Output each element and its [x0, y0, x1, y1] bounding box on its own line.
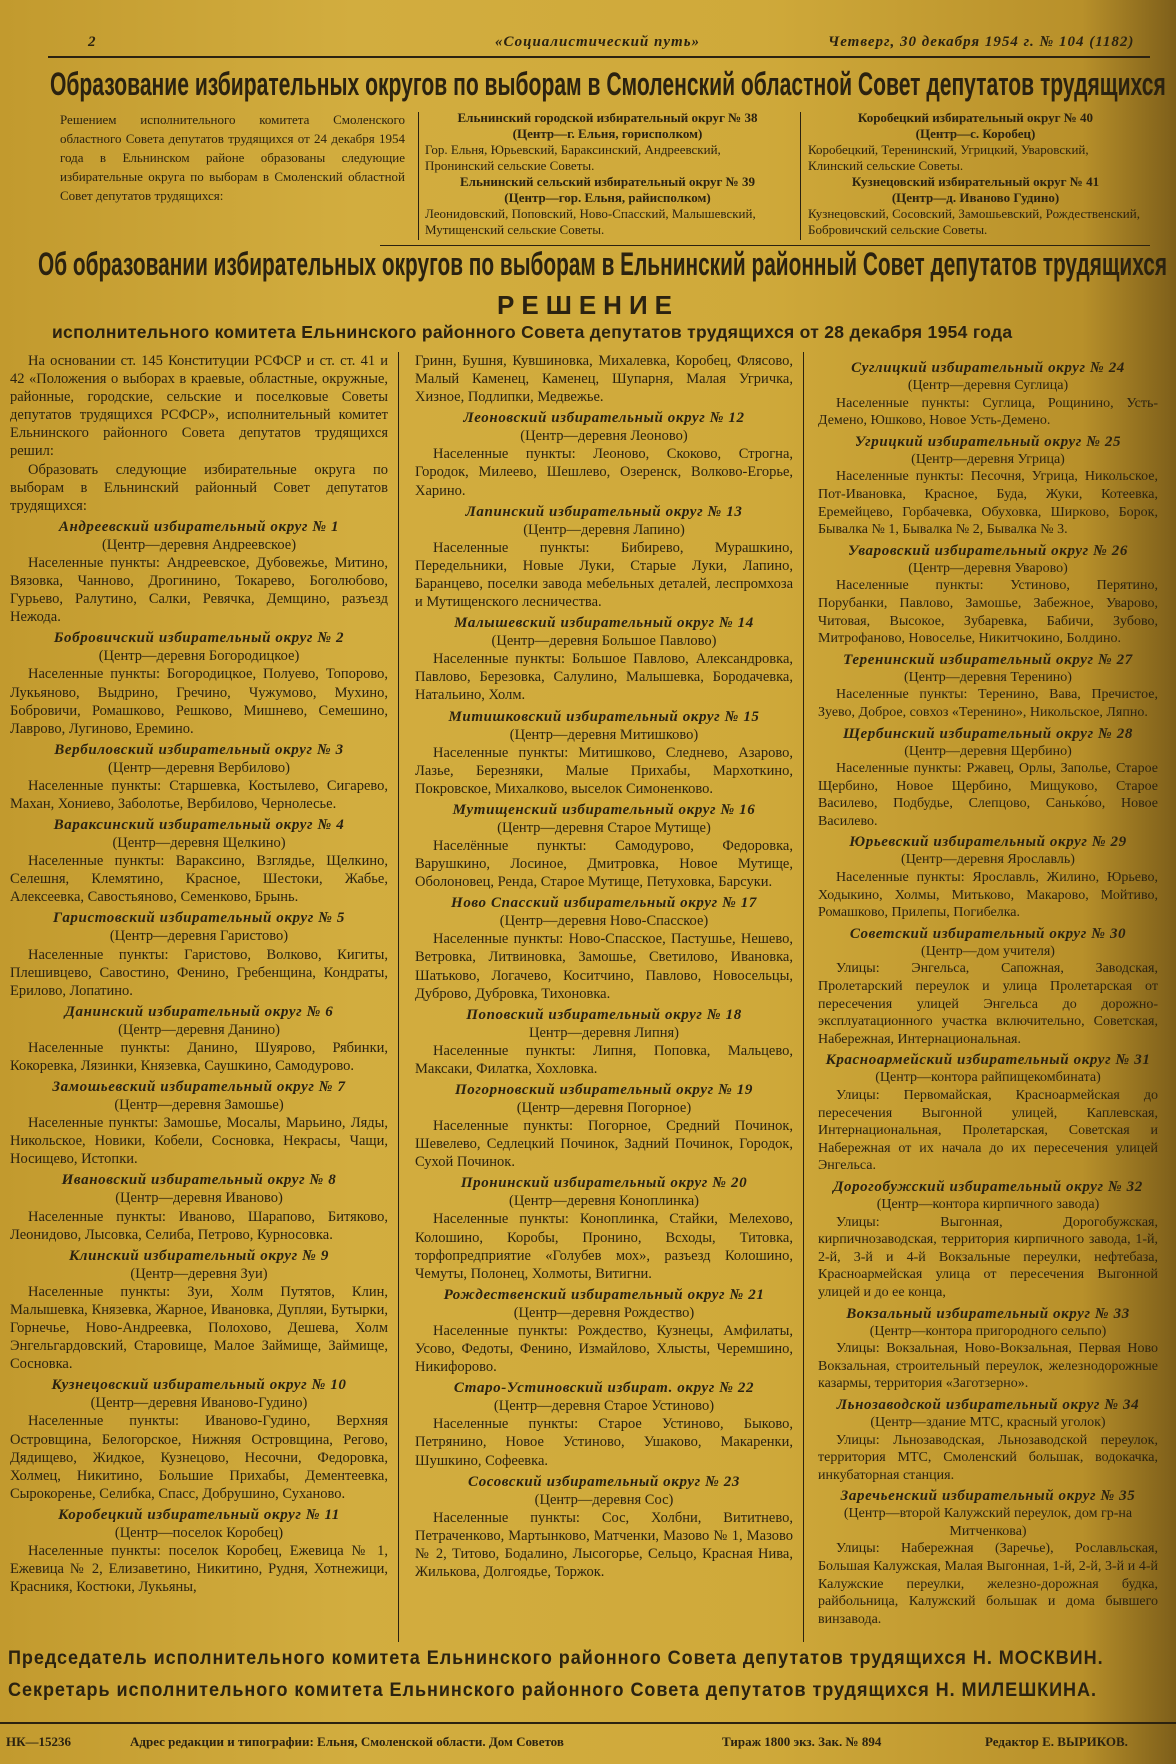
column-divider: [800, 112, 801, 240]
footer-circulation: Тираж 1800 экз. Зак. № 894: [722, 1734, 882, 1749]
district-33: Вокзальный избирательный округ № 33 (Центр—контора пригородного сельпо) Улицы: Вокзальная, Ново-Вокзальная, Первая Ново Вокзальная, строительный переулок, железнодорожные казармы, территория «Заготзерно».: [818, 1305, 1158, 1392]
decision-subtitle: исполнительного комитета Ельнинского районного Совета депутатов трудящихся от 28 декабря 1954 года: [52, 322, 1013, 342]
district-15: Митишковский избирательный округ № 15 (Центр—деревня Митишково) Населенные пункты: Митишково, Следнево, Азарово, Лазье, Березняки, Малые Прихабы, Мархоткино, Покровское, Михалково, выселок Симоненково.: [415, 708, 793, 797]
oblast-title: Образование избирательных округов по выборам в Смоленский областной Совет депутатов трудящихся: [50, 66, 1166, 102]
district-5: Гаристовский избирательный округ № 5 (Центр—деревня Гаристово) Населенные пункты: Гаристово, Волково, Кигиты, Плешивцево, Савостино, Фенино, Гребенщина, Кондраты, Ерилово, Лопатино.: [10, 910, 388, 999]
issue-date: Четверг, 30 декабря 1954 г. № 104 (1182): [828, 34, 1135, 50]
district-11: Коробецкий избирательный округ № 11 (Центр—поселок Коробец) Населенные пункты: поселок Коробец, Ежевица № 1, Ежевица № 2, Елизаветино, Никитино, Рудня, Хотнежици, Красникя, Костюки, Лукьяны,: [10, 1506, 388, 1596]
district-31: Красноармейский избирательный округ № 31 (Центр—контора райпищекомбината) Улицы: Первомайская, Красноармейская до пересечения Выгонной улицей, Каплевская, Интернациональная, Пролетарская, Советская и Набережная от их начала до их пересечения улицей Энгельса.: [818, 1052, 1158, 1174]
district-30: Советский избирательный округ № 30 (Центр—дом учителя) Улицы: Энгельса, Сапожная, Заводская, Пролетарский переулок и улица Пролетарская от пересечения улицей Энгельса до дорожно-эксплуатационного участка включительно, Советская, Набережная, Интернациональная.: [818, 925, 1158, 1047]
district-3: Вербиловский избирательный округ № 3 (Центр—деревня Вербилово) Населенные пункты: Старшевка, Костылево, Сигарево, Махан, Хониево, Заболотье, Вербилово, Чернолесье.: [10, 741, 388, 812]
district-23: Сосовский избирательный округ № 23 (Центр—деревня Сос) Населенные пункты: Сос, Холбни, Вититнево, Петраченково, Мартынково, Матченки, Мазово № 1, Мазово № 2, Титово, Бодалино, Лысогорье, Сельцо, Красная Нива, Жилькова, Долгоядье, Торжок.: [415, 1473, 793, 1580]
column-divider: [803, 352, 804, 1642]
district-1: Андреевский избирательный округ № 1 (Центр—деревня Андреевское) Населенные пункты: Андреевское, Дубовежье, Митино, Вязовка, Чанново, Дрогинино, Токарево, Боголюбово, Гурьево, Ралутино, Салки, Ревячка, Демщино, разъезд Нежода.: [10, 518, 388, 626]
district-26: Уваровский избирательный округ № 26 (Центр—деревня Уварово) Населенные пункты: Устиново, Перятино, Порубанки, Павлово, Замошье, Забежное, Уварово, Читовая, Высокое, Зубаревка, Бабичи, Зубово, Митрофаново, Новоселье, Никитчокино, Болдино.: [818, 542, 1158, 647]
district-8: Ивановский избирательный округ № 8 (Центр—деревня Иваново) Населенные пункты: Иваново, Шарапово, Битяково, Леонидово, Лысовка, Селиба, Петрово, Курносовка.: [10, 1172, 388, 1243]
newspaper-name: «Социалистический путь»: [495, 34, 701, 50]
district-9: Клинский избирательный округ № 9 (Центр—деревня Зуи) Населенные пункты: Зуи, Холм Путятов, Клин, Малышевка, Князевка, Жарное, Ивановка, Дупляи, Бутырки, Горнечье, Ново-Андреевка, Полохово, Дешева, Холм Энгельгардовский, Старовище, Малое Займище, Займище, Сосновка.: [10, 1247, 388, 1373]
district-2: Бобровичский избирательный округ № 2 (Центр—деревня Богородицкое) Населенные пункты: Богородицкое, Полуево, Топорово, Лукьяново, Выдрино, Гречино, Чужумово, Мухино, Бобровичи, Ромашково, Решково, Мишнево, Семешино, Лаврово, Лугиново, Еремино.: [10, 630, 388, 737]
column-divider: [398, 352, 399, 1642]
secretary-signature: Секретарь исполнительного комитета Ельнинского районного Совета депутатов трудящихся Н. МИЛЕШКИНА.: [8, 1680, 1097, 1701]
district-11-continued: Гринн, Бушня, Кувшиновка, Михалевка, Коробец, Флясово, Малый Каменец, Каменец, Шупарня, Малая Угричка, Хизное, Подлипки, Медвежье.: [415, 353, 793, 406]
oblast-district-40: Коробецкий избирательный округ № 40 (Центр—с. Коробец) Коробецкий, Теренинский, Угрицкий, Уваровский, Клинский сельские Советы. Кузнецовский избирательный округ № 41 (Центр—д. Иваново Гудино) Кузнецовский, Сосовский, Замошьевский, Рождественский, Бобровичский сельские Советы.: [808, 110, 1140, 237]
district-19: Погорновский избирательный округ № 19 (Центр—деревня Погорное) Населенные пункты: Погорное, Средний Починок, Шевелево, Седлецкий Починок, Задний Починок, Городок, Сухой Починок.: [415, 1082, 793, 1171]
district-17: Ново Спасский избирательный округ № 17 (Центр—деревня Ново-Спасское) Населенные пункты: Ново-Спасское, Пастушье, Нешево, Ветровка, Литвиновка, Замошье, Светилово, Ивановка, Шатьково, Логачево, Коситчино, Павлово, Новосельцы, Дуброво, Дубровка, Тихоновка.: [415, 895, 793, 1002]
district-18: Поповский избирательный округ № 18 Центр—деревня Липня) Населенные пункты: Липня, Поповка, Мальцево, Максаки, Филатка, Хохловка.: [415, 1006, 793, 1077]
footer-editor: Редактор Е. ВЫРИКОВ.: [985, 1734, 1128, 1749]
district-14: Малышевский избирательный округ № 14 (Центр—деревня Большое Павлово) Населенные пункты: Большое Павлово, Александровка, Павлово, Березовка, Салулино, Малышевка, Бородачевка, Натальино, Холм.: [415, 615, 793, 704]
decision-heading: РЕШЕНИЕ: [497, 290, 679, 320]
column-divider: [418, 112, 419, 240]
district-6: Данинский избирательный округ № 6 (Центр—деревня Данино) Населенные пункты: Данино, Шуярово, Рябинки, Кокоревка, Лязинки, Князевка, Саушкино, Самодурово.: [10, 1003, 388, 1074]
district-13: Лапинский избирательный округ № 13 (Центр—деревня Лапино) Населенные пункты: Бибирево, Мурашкино, Передельники, Новые Луки, Старые Луки, Лапино, Баранцево, поселки завода мебельных деталей, леспромхоза и Мутищенского лесничества.: [415, 503, 793, 611]
column-3: [818, 356, 1158, 1628]
oblast-intro: Решением исполнительного комитета Смоленского областного Совета депутатов трудящихся от 24 декабря 1954 года в Ельнинском районе образованы следующие избирательные округа по выборам в Смоленский областной Совет депутатов трудящихся:: [60, 112, 405, 203]
district-21: Рождественский избирательный округ № 21 (Центр—деревня Рождество) Населенные пункты: Рождество, Кузнецы, Амфилаты, Усово, Федоты, Фенино, Измайлово, Хлысты, Черемшино, Никифорово.: [415, 1286, 793, 1376]
resolve: Образовать следующие избирательные округа по выборам в Ельнинский районный Совет депутатов трудящихся:: [10, 461, 388, 514]
district-20: Пронинский избирательный округ № 20 (Центр—деревня Коноплинка) Населенные пункты: Коноплинка, Стайки, Мелехово, Колошино, Коробы, Пронино, Всходы, Титовка, торфопредприятие «Голубев мох», разъезд Колошино, Чемуты, Полонец, Холмоты, Витигни.: [415, 1175, 793, 1282]
chairman-signature: Председатель исполнительного комитета Ельнинского районного Совета депутатов трудящихся Н. МОСКВИН.: [8, 1648, 1104, 1669]
district-10: Кузнецовский избирательный округ № 10 (Центр—деревня Иваново-Гудино) Населенные пункты: Иваново-Гудино, Верхняя Островщина, Белогорское, Нижняя Островщина, Регово, Дядищево, Жидкое, Кузнецово, Несочни, Федоровка, Холмец, Никитино, Большие Прихабы, Дементеевка, Сырокоренье, Селибка, Спасс, Добрушино, Суханово.: [10, 1377, 388, 1502]
footer-address: Адрес редакции и типографии: Ельня, Смоленской области. Дом Советов: [130, 1734, 564, 1749]
district-32: Дорогобужский избирательный округ № 32 (Центр—контора кирпичного завода) Улицы: Выгонная, Дорогобужская, кирпичнозаводская, территория кирпичного завода, 1-й, 2-й, 3-й и 4-й Вокзальные переулки, нефтебаза, Красноармейская улица от пересечения Выгонной улицей и до ее конца,: [818, 1178, 1158, 1300]
district-22: Старо-Устиновский избират. округ № 22 (Центр—деревня Старое Устиново) Населенные пункты: Старое Устиново, Быково, Петрянино, Новое Устиново, Ушаково, Макаренки, Шушкино, Софеевка.: [415, 1380, 793, 1469]
district-25: Угрицкий избирательный округ № 25 (Центр—деревня Угрица) Населенные пункты: Песочня, Угрица, Никольское, Пот-Ивановка, Красное, Буда, Жуки, Котеевка, Еремейцево, Горбачевка, Обуховка, Ширково, Борок, Бывалка № 1, Бывалка № 2, Бывалка № 3.: [818, 433, 1158, 538]
district-27: Теренинский избирательный округ № 27 (Центр—деревня Теренино) Населенные пункты: Теренино, Вава, Пречистое, Зуево, Доброе, совхоз «Теренино», Никольское, Ляпно.: [818, 651, 1158, 720]
district-7: Замошьевский избирательный округ № 7 (Центр—деревня Замошье) Населенные пункты: Замошье, Мосалы, Марьино, Ляды, Никольское, Новики, Кобели, Сосновка, Некрасы, Чащи, Носищево, Истопки.: [10, 1079, 388, 1168]
district-34: Льнозаводской избирательный округ № 34 (Центр—здание МТС, красный уголок) Улицы: Льнозаводская, Льнозаводской переулок, территория МТС, Смоленский большак, водокачка, инкубаторная станция.: [818, 1396, 1158, 1483]
rayon-title: Об образовании избирательных округов по выборам в Ельнинский районный Совет депутатов трудящихся: [38, 246, 1168, 282]
district-12: Леоновский избирательный округ № 12 (Центр—деревня Леоново) Населенные пункты: Леоново, Скоково, Строгна, Городок, Милеево, Шешлево, Озеренск, Волково-Егорье, Харино.: [415, 410, 793, 499]
column-1: [10, 352, 388, 1596]
district-16: Мутищенский избирательный округ № 16 (Центр—деревня Старое Мутище) Населённые пункты: Самодурово, Федоровка, Варушкино, Лосиное, Дмитровка, Новое Мутище, Оболоновец, Ренда, Старое Мутище, Петуховка, Барсуки.: [415, 801, 793, 891]
header-rule: [48, 56, 1150, 58]
footer-code: НК—15236: [6, 1734, 72, 1749]
district-29: Юрьевский избирательный округ № 29 (Центр—деревня Ярославль) Населенные пункты: Ярославль, Жилино, Юрьево, Ходыкино, Холмы, Митьково, Макарово, Мойтиво, Ромашково, Прилепы, Погибелка.: [818, 834, 1158, 921]
footer-rule: [0, 1722, 1176, 1724]
page-number: 2: [88, 34, 97, 50]
district-28: Щербинский избирательный округ № 28 (Центр—деревня Щербино) Населенные пункты: Ржавец, Орлы, Заполье, Старое Щербино, Новое Щербино, Мищуково, Старое Василево, Подбудье, Слепцово, Санько́во, Новое Василево.: [818, 725, 1158, 829]
district-4: Вараксинский избирательный округ № 4 (Центр—деревня Щелкино) Населенные пункты: Вараксино, Взглядье, Щелкино, Селешня, Клемятино, Красное, Шестоки, Жабье, Алексеевка, Савостьяново, Семенково, Брынь.: [10, 817, 388, 906]
district-35: Заречьенский избирательный округ № 35 (Центр—второй Калужский переулок, дом гр-на Митченкова) Улицы: Набережная (Заречье), Рославльская, Большая Калужская, Малая Выгонная, 1-й, 2-й, 3-й и 4-й Калужские переулки, железно-дорожная будка, райбольница, Калужский большак и дома бывшего винзавода.: [818, 1488, 1158, 1627]
preamble: На основании ст. 145 Конституции РСФСР и ст. ст. 41 и 42 «Положения о выборах в краевые, областные, окружные, районные, городские, сельские и поселковые Советы депутатов трудящихся РСФСР», исполнительный комитет Ельнинского районного Совета депутатов трудящихся решил:: [10, 353, 388, 460]
column-2: [415, 352, 793, 1581]
district-24: Суглицкий избирательный округ № 24 (Центр—деревня Суглица) Населенные пункты: Суглица, Рощинино, Усть-Демено, Юшково, Новое Усть-Демено.: [818, 360, 1158, 429]
oblast-district-38: Ельнинский городской избирательный округ № 38 (Центр—г. Ельня, горисполком) Гор. Ельня, Юрьевский, Бараксинский, Андреевский, Пронинский сельские Советы. Ельнинский сельский избирательный округ № 39 (Центр—гор. Ельня, райисполком) Леонидовский, Поповский, Ново-Спасский, Малышевский, Мутищенский сельские Советы.: [425, 110, 758, 237]
